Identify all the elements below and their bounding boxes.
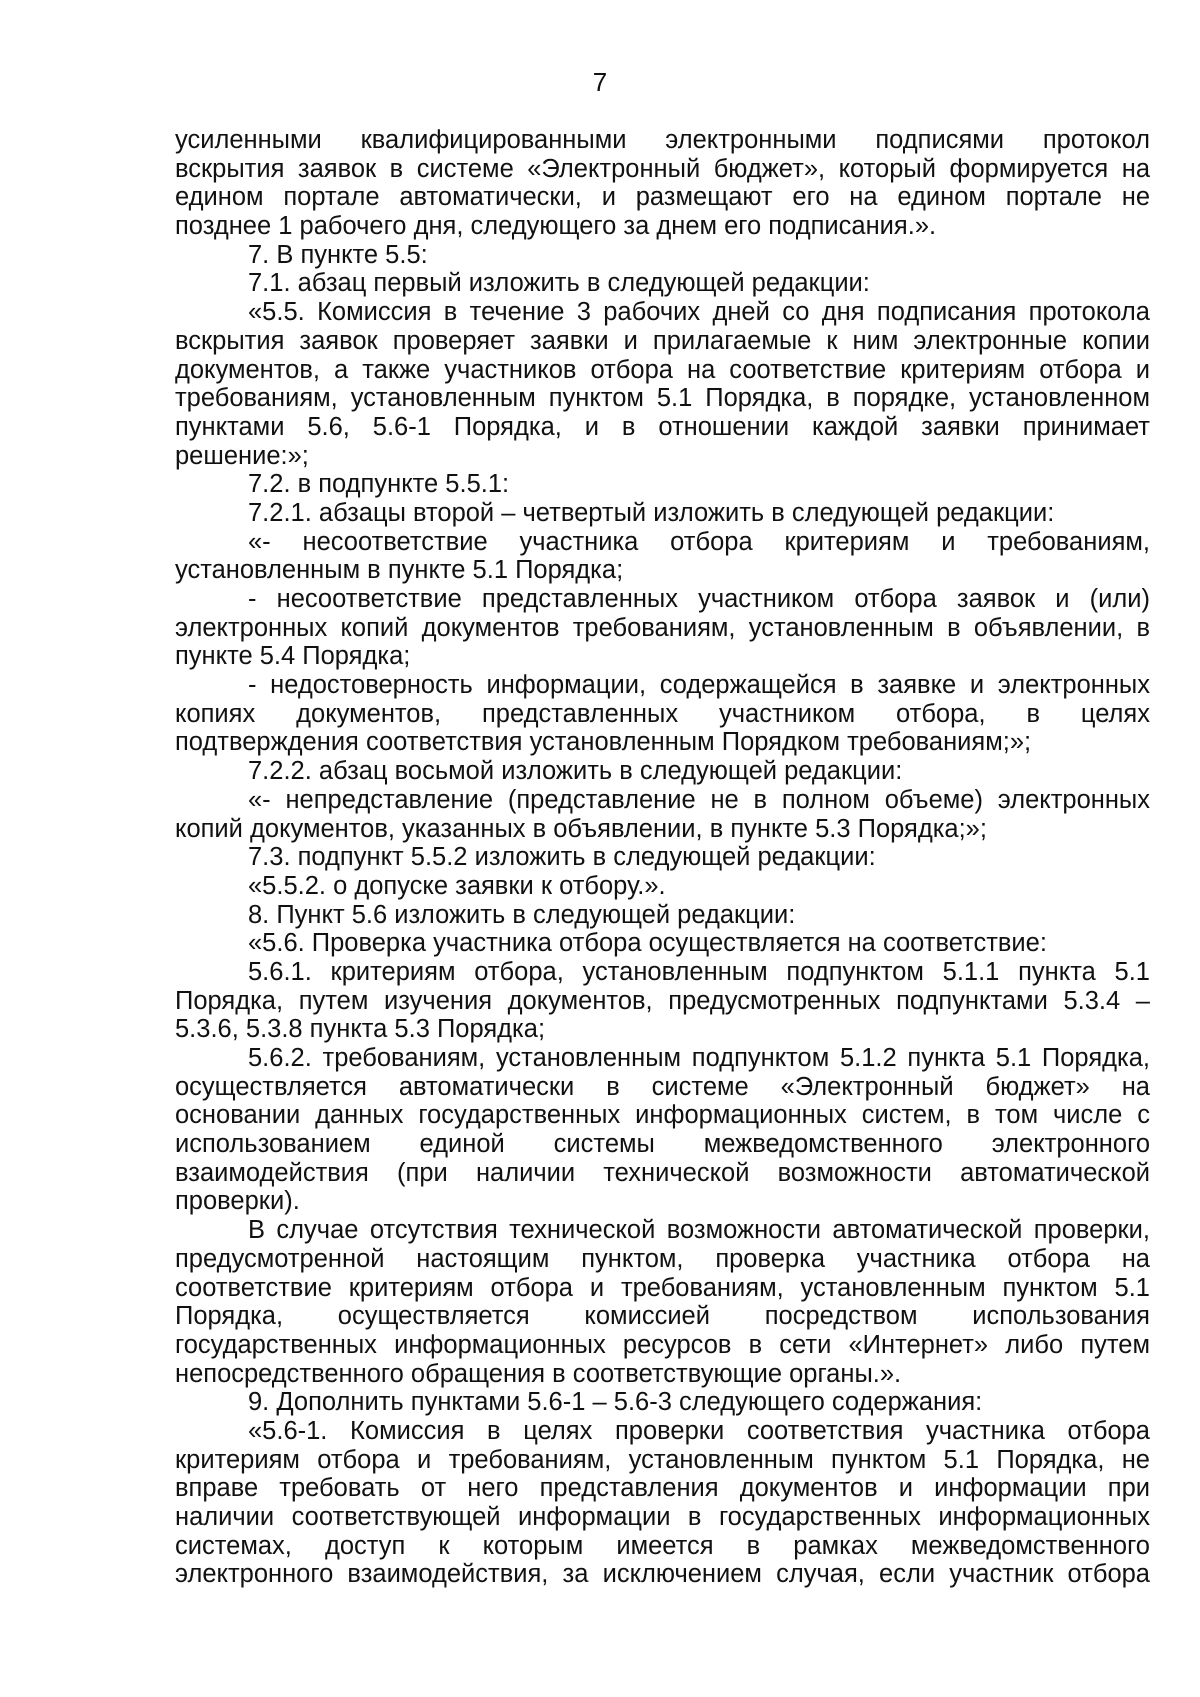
text-line: 7. В пункте 5.5: <box>248 240 428 269</box>
text-line: документов, а также участников отбора на соответствие критериям отбора и <box>175 355 1150 384</box>
text-line: «5.5.2. о допуске заявки к отбору.». <box>248 871 666 900</box>
text-line: - недостоверность информации, содержащейся в заявке и электронных <box>248 671 1150 700</box>
text-line: 7.2. в подпункте 5.5.1: <box>248 470 510 499</box>
text-line: системах, доступ к которым имеется в рамках межведомственного <box>175 1531 1150 1560</box>
text-line: «- непредставление (представление не в полном объеме) электронных <box>248 785 1150 814</box>
text-line: «5.6-1. Комиссия в целях проверки соответствия участника отбора <box>248 1416 1150 1445</box>
text-line: подтверждения соответствия установленным Порядком требованиям;»; <box>175 728 1032 757</box>
text-line: наличии соответствующей информации в государственных информационных <box>175 1503 1150 1531</box>
text-line: копиях документов, представленных участником отбора, в целях <box>175 699 1150 728</box>
text-line: непосредственного обращения в соответствующие органы.». <box>175 1359 902 1388</box>
text-line: 5.6.1. критериям отбора, установленным подпунктом 5.1.1 пункта 5.1 <box>248 957 1150 986</box>
text-line: критериям отбора и требованиям, установленным пунктом 5.1 Порядка, не <box>175 1445 1150 1474</box>
text-line: взаимодействия (при наличии технической возможности автоматической <box>175 1158 1150 1187</box>
text-line: основании данных государственных информационных систем, в том числе с <box>175 1101 1150 1130</box>
page-number: 7 <box>592 67 608 97</box>
text-line: копий документов, указанных в объявлении, в пункте 5.3 Порядка;»; <box>175 814 987 843</box>
text-line: 5.6.2. требованиям, установленным подпунктом 5.1.2 пункта 5.1 Порядка, <box>248 1044 1150 1072</box>
text-line: 7.2.1. абзацы второй – четвертый изложить в следующей редакции: <box>248 498 1055 527</box>
text-line: осуществляется автоматически в системе «Электронный бюджет» на <box>175 1072 1150 1101</box>
text-line: едином портале автоматически, и размещают его на едином портале не <box>175 183 1150 212</box>
text-line: электронного взаимодействия, за исключением случая, если участник отбора <box>175 1560 1150 1589</box>
text-line: позднее 1 рабочего дня, следующего за днем его подписания.». <box>175 212 937 241</box>
text-line: пунктами 5.6, 5.6-1 Порядка, и в отношении каждой заявки принимает <box>175 412 1150 441</box>
text-line: 7.2.2. абзац восьмой изложить в следующей редакции: <box>248 757 903 786</box>
text-line: государственных информационных ресурсов в сети «Интернет» либо путем <box>175 1330 1150 1359</box>
text-line: «5.6. Проверка участника отбора осуществляется на соответствие: <box>248 929 1047 958</box>
text-line: 7.1. абзац первый изложить в следующей редакции: <box>248 269 870 298</box>
text-line: Порядка, путем изучения документов, предусмотренных подпунктами 5.3.4 – <box>175 986 1150 1015</box>
text-line: решение:»; <box>175 441 309 470</box>
text-line: использованием единой системы межведомственного электронного <box>175 1130 1150 1159</box>
text-line: электронных копий документов требованиям, установленным в объявлении, в <box>175 613 1150 642</box>
text-line: пункте 5.4 Порядка; <box>175 642 411 671</box>
text-line: Порядка, осуществляется комиссией посредством использования <box>175 1302 1150 1331</box>
text-line: 5.3.6, 5.3.8 пункта 5.3 Порядка; <box>175 1015 546 1044</box>
text-line: В случае отсутствия технической возможности автоматической проверки, <box>248 1216 1150 1245</box>
text-line: «- несоответствие участника отбора критериям и требованиям, <box>248 527 1150 556</box>
text-line: вскрытия заявок в системе «Электронный бюджет», который формируется на <box>175 154 1150 183</box>
text-line: «5.5. Комиссия в течение 3 рабочих дней со дня подписания протокола <box>248 298 1150 327</box>
text-line: соответствие критериям отбора и требованиям, установленным пунктом 5.1 <box>175 1273 1150 1302</box>
document-body <box>175 126 1150 1589</box>
text-line: предусмотренной настоящим пунктом, проверка участника отбора на <box>175 1244 1150 1273</box>
text-line: проверки). <box>175 1187 300 1216</box>
text-line: - несоответствие представленных участником отбора заявок и (или) <box>248 585 1150 613</box>
text-line: требованиям, установленным пунктом 5.1 Порядка, в порядке, установленном <box>175 384 1150 413</box>
text-line: 7.3. подпункт 5.5.2 изложить в следующей редакции: <box>248 843 876 872</box>
text-line: вскрытия заявок проверяет заявки и прилагаемые к ним электронные копии <box>175 326 1150 355</box>
text-line: установленным в пункте 5.1 Порядка; <box>175 556 624 585</box>
text-line: вправе требовать от него представления документов и информации при <box>175 1474 1150 1503</box>
text-line: 8. Пункт 5.6 изложить в следующей редакции: <box>248 900 796 929</box>
text-line: усиленными квалифицированными электронными подписями протокол <box>175 126 1150 154</box>
text-line: 9. Дополнить пунктами 5.6-1 – 5.6-3 следующего содержания: <box>248 1388 983 1417</box>
